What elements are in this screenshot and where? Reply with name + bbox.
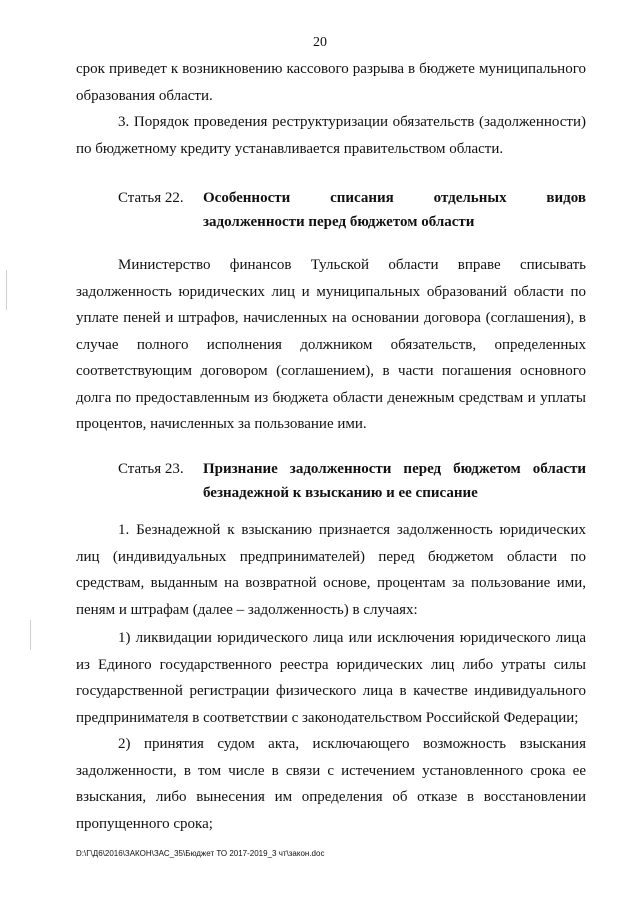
article-title (203, 186, 586, 234)
scan-margin-mark (30, 620, 31, 650)
article-title-line-1: Признание задолженности перед бюджетом области (203, 461, 586, 477)
article-23-paragraph-1: 1. Безнадежной к взысканию признается задолженность юридических лиц (индивидуальных предпринимателей) перед бюджетом области по средствам, выданным на возвратной основе, процентам за пользование ими, пеням и штрафам (далее – задолженность) в случаях: (76, 522, 586, 618)
article-number: Статья 23. (118, 461, 184, 477)
article-23-paragraph-2: 1) ликвидации юридического лица или исключения юридического лица из Единого государственного реестра юридических лиц либо утраты силы государственной регистрации физического лица в качестве индивидуального предпринимателя в соответствии с законодательством Российской Федерации; (76, 630, 586, 726)
article-22-heading (76, 186, 586, 236)
article-22-body: Министерство финансов Тульской области вправе списывать задолженность юридических лиц и муниципальных образований области по уплате пеней и штрафов, начисленных на основании договора (соглашения), в случае полного исполнения должником обязательств, определенных соответствующим договором (соглашением), в части погашения основного долга по предоставленным из бюджета области денежным средствам и уплаты процентов, начисленных за пользование ими. (76, 257, 586, 432)
article-title (203, 457, 586, 505)
paragraph-continuation: срок приведет к возникновению кассового разрыва в бюджете муниципального образования области. (76, 61, 586, 104)
article-number: Статья 22. (118, 190, 184, 206)
page-number: 20 (313, 35, 327, 50)
article-23-heading (76, 457, 586, 507)
file-path-footer: D:\Г\Д6\2016\ЗАКОН\ЗАС_35\Бюджет ТО 2017-2019_3 чт\закон.doc (76, 849, 325, 858)
article-title-line-2: безнадежной к взысканию и ее списание (203, 485, 478, 501)
article-title-line-2: задолженности перед бюджетом области (203, 214, 475, 230)
scan-margin-mark (6, 270, 7, 310)
paragraph-item-3: 3. Порядок проведения реструктуризации обязательств (задолженности) по бюджетному кредиту устанавливается правительством области. (76, 114, 586, 157)
article-title-line-1: Особенности списания отдельных видов (203, 190, 586, 206)
article-23-paragraph-3: 2) принятия судом акта, исключающего возможность взыскания задолженности, в том числе в связи с истечением установленного срока ее взыскания, либо вынесения им определения об отказе в восстановлении пропущенного срока; (76, 736, 586, 832)
